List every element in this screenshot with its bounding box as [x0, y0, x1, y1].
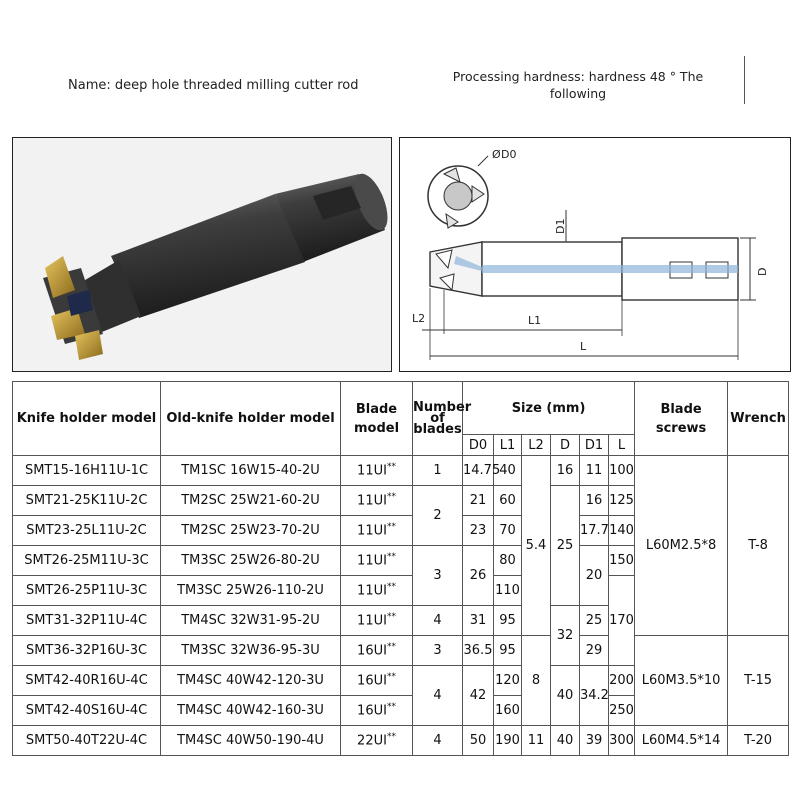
cell-model: SMT26-25M11U-3C	[13, 546, 161, 576]
cell-l1: 70	[494, 516, 522, 546]
cell-old-model: TM2SC 25W21-60-2U	[161, 486, 341, 516]
header-size: Size (mm)	[463, 382, 635, 435]
cell-d0: 50	[463, 726, 494, 756]
blade-suffix: **	[386, 732, 396, 743]
cell-l1: 95	[494, 606, 522, 636]
cell-screw-merged: L60M2.5*8	[635, 456, 728, 636]
blade-suffix: **	[386, 462, 396, 473]
cell-d: 40	[551, 666, 580, 726]
svg-text:Ø: Ø	[492, 148, 501, 161]
cell-l: 140	[609, 516, 635, 546]
cell-d0: 14.75	[463, 456, 494, 486]
blade-code: 16UI	[357, 673, 387, 689]
cell-d0: 21	[463, 486, 494, 516]
cell-d0: 42	[463, 666, 494, 726]
d-dimension-label: D	[756, 267, 769, 276]
blade-code: 11UI	[357, 523, 387, 539]
cell-blade	[341, 546, 413, 576]
cell-wrench: T-20	[728, 726, 789, 756]
size-col-d1: D1	[580, 435, 609, 456]
header-blade-screws: Blade screws	[635, 382, 728, 456]
size-col-l1: L1	[494, 435, 522, 456]
blade-suffix: **	[386, 672, 396, 683]
cell-l: 250	[609, 696, 635, 726]
cell-d1: 16	[580, 486, 609, 516]
cell-d0: 26	[463, 546, 494, 606]
cell-blade	[341, 576, 413, 606]
cell-blades: 3	[413, 546, 463, 606]
header-old-knife-holder-model: Old-knife holder model	[161, 382, 341, 456]
cell-d: 40	[551, 726, 580, 756]
header-divider	[744, 56, 745, 104]
cell-old-model: TM1SC 16W15-40-2U	[161, 456, 341, 486]
l2-dimension-label: L2	[412, 312, 426, 325]
d1-dimension-label: D1	[554, 218, 567, 234]
cell-old-model: TM3SC 25W26-110-2U	[161, 576, 341, 606]
header-wrench: Wrench	[728, 382, 789, 456]
cell-blades: 2	[413, 486, 463, 546]
blade-code: 11UI	[357, 583, 387, 599]
blade-code: 11UI	[357, 463, 387, 479]
cell-screw-merged: L60M3.5*10	[635, 636, 728, 726]
cell-wrench-merged: T-8	[728, 456, 789, 636]
cell-old-model: TM3SC 25W26-80-2U	[161, 546, 341, 576]
blade-suffix: **	[386, 642, 396, 653]
cell-model: SMT31-32P11U-4C	[13, 606, 161, 636]
cell-blades: 1	[413, 456, 463, 486]
cell-model: SMT42-40S16U-4C	[13, 696, 161, 726]
product-name-label: Name: deep hole threaded milling cutter rod	[68, 78, 359, 93]
cell-l: 125	[609, 486, 635, 516]
blade-suffix: **	[386, 552, 396, 563]
blade-code: 11UI	[357, 553, 387, 569]
blade-code: 16UI	[357, 643, 387, 659]
cell-d1: 34.2	[580, 666, 609, 726]
cell-model: SMT36-32P16U-3C	[13, 636, 161, 666]
cell-d1: 25	[580, 606, 609, 636]
cell-l1: 80	[494, 546, 522, 576]
table-row	[13, 726, 789, 756]
cell-l1: 190	[494, 726, 522, 756]
processing-hardness-label: Processing hardness: hardness 48 ° The following	[452, 69, 704, 101]
l1-dimension-label: L1	[528, 314, 542, 327]
milling-cutter-illustration	[13, 138, 391, 371]
cell-model: SMT50-40T22U-4C	[13, 726, 161, 756]
cell-d: 32	[551, 606, 580, 666]
d0-dimension-label: D0	[501, 148, 517, 161]
cell-blade	[341, 696, 413, 726]
cell-l1: 40	[494, 456, 522, 486]
cell-l1: 60	[494, 486, 522, 516]
cell-blade	[341, 486, 413, 516]
cell-l1: 110	[494, 576, 522, 606]
cell-blade	[341, 456, 413, 486]
header-blade-model: Blade model	[341, 382, 413, 456]
cell-l: 150	[609, 546, 635, 576]
cell-model: SMT21-25K11U-2C	[13, 486, 161, 516]
cell-old-model: TM4SC 32W31-95-2U	[161, 606, 341, 636]
header-number-of-blades: Number of blades	[413, 382, 463, 456]
size-col-d0: D0	[463, 435, 494, 456]
cell-d: 16	[551, 456, 580, 486]
dimension-drawing	[400, 138, 790, 371]
table-row	[13, 636, 789, 666]
cell-d1: 29	[580, 636, 609, 666]
blade-code: 11UI	[357, 493, 387, 509]
cell-d0: 23	[463, 516, 494, 546]
size-col-d: D	[551, 435, 580, 456]
cell-l: 200	[609, 666, 635, 696]
cell-model: SMT23-25L11U-2C	[13, 516, 161, 546]
cell-l2-merged: 5.4	[522, 456, 551, 636]
cell-l: 170	[609, 576, 635, 666]
table-row	[13, 456, 789, 486]
cell-d0: 31	[463, 606, 494, 636]
cell-d0: 36.5	[463, 636, 494, 666]
spec-table	[12, 381, 789, 756]
cell-old-model: TM4SC 40W42-160-3U	[161, 696, 341, 726]
cell-blade	[341, 516, 413, 546]
blade-suffix: **	[386, 492, 396, 503]
blade-suffix: **	[386, 522, 396, 533]
cell-l: 300	[609, 726, 635, 756]
cell-blade	[341, 666, 413, 696]
cell-model: SMT15-16H11U-1C	[13, 456, 161, 486]
size-col-l2: L2	[522, 435, 551, 456]
cell-l: 100	[609, 456, 635, 486]
l-dimension-label: L	[580, 340, 587, 353]
cell-screw: L60M4.5*14	[635, 726, 728, 756]
blade-code: 16UI	[357, 703, 387, 719]
cell-blades: 4	[413, 726, 463, 756]
cell-d: 25	[551, 486, 580, 606]
size-col-l: L	[609, 435, 635, 456]
cell-blade	[341, 636, 413, 666]
cell-d1: 39	[580, 726, 609, 756]
blade-suffix: **	[386, 582, 396, 593]
cell-d1: 20	[580, 546, 609, 606]
cell-l2: 11	[522, 726, 551, 756]
cell-blade	[341, 606, 413, 636]
cell-blades: 3	[413, 636, 463, 666]
cell-blade	[341, 726, 413, 756]
cell-model: SMT26-25P11U-3C	[13, 576, 161, 606]
cell-blades: 4	[413, 666, 463, 726]
cell-model: SMT42-40R16U-4C	[13, 666, 161, 696]
cell-blades: 4	[413, 606, 463, 636]
cell-old-model: TM3SC 32W36-95-3U	[161, 636, 341, 666]
technical-drawing	[399, 137, 791, 372]
cell-d1: 11	[580, 456, 609, 486]
blade-suffix: **	[386, 612, 396, 623]
cell-d1: 17.7	[580, 516, 609, 546]
cell-old-model: TM2SC 25W23-70-2U	[161, 516, 341, 546]
blade-code: 22UI	[357, 733, 387, 749]
header-knife-holder-model: Knife holder model	[13, 382, 161, 456]
cell-l2-merged: 8	[522, 636, 551, 726]
product-photo	[12, 137, 392, 372]
cell-old-model: TM4SC 40W50-190-4U	[161, 726, 341, 756]
cell-l1: 95	[494, 636, 522, 666]
cell-l1: 160	[494, 696, 522, 726]
cell-wrench-merged: T-15	[728, 636, 789, 726]
blade-code: 11UI	[357, 613, 387, 629]
blade-suffix: **	[386, 702, 396, 713]
cell-l1: 120	[494, 666, 522, 696]
cell-old-model: TM4SC 40W42-120-3U	[161, 666, 341, 696]
